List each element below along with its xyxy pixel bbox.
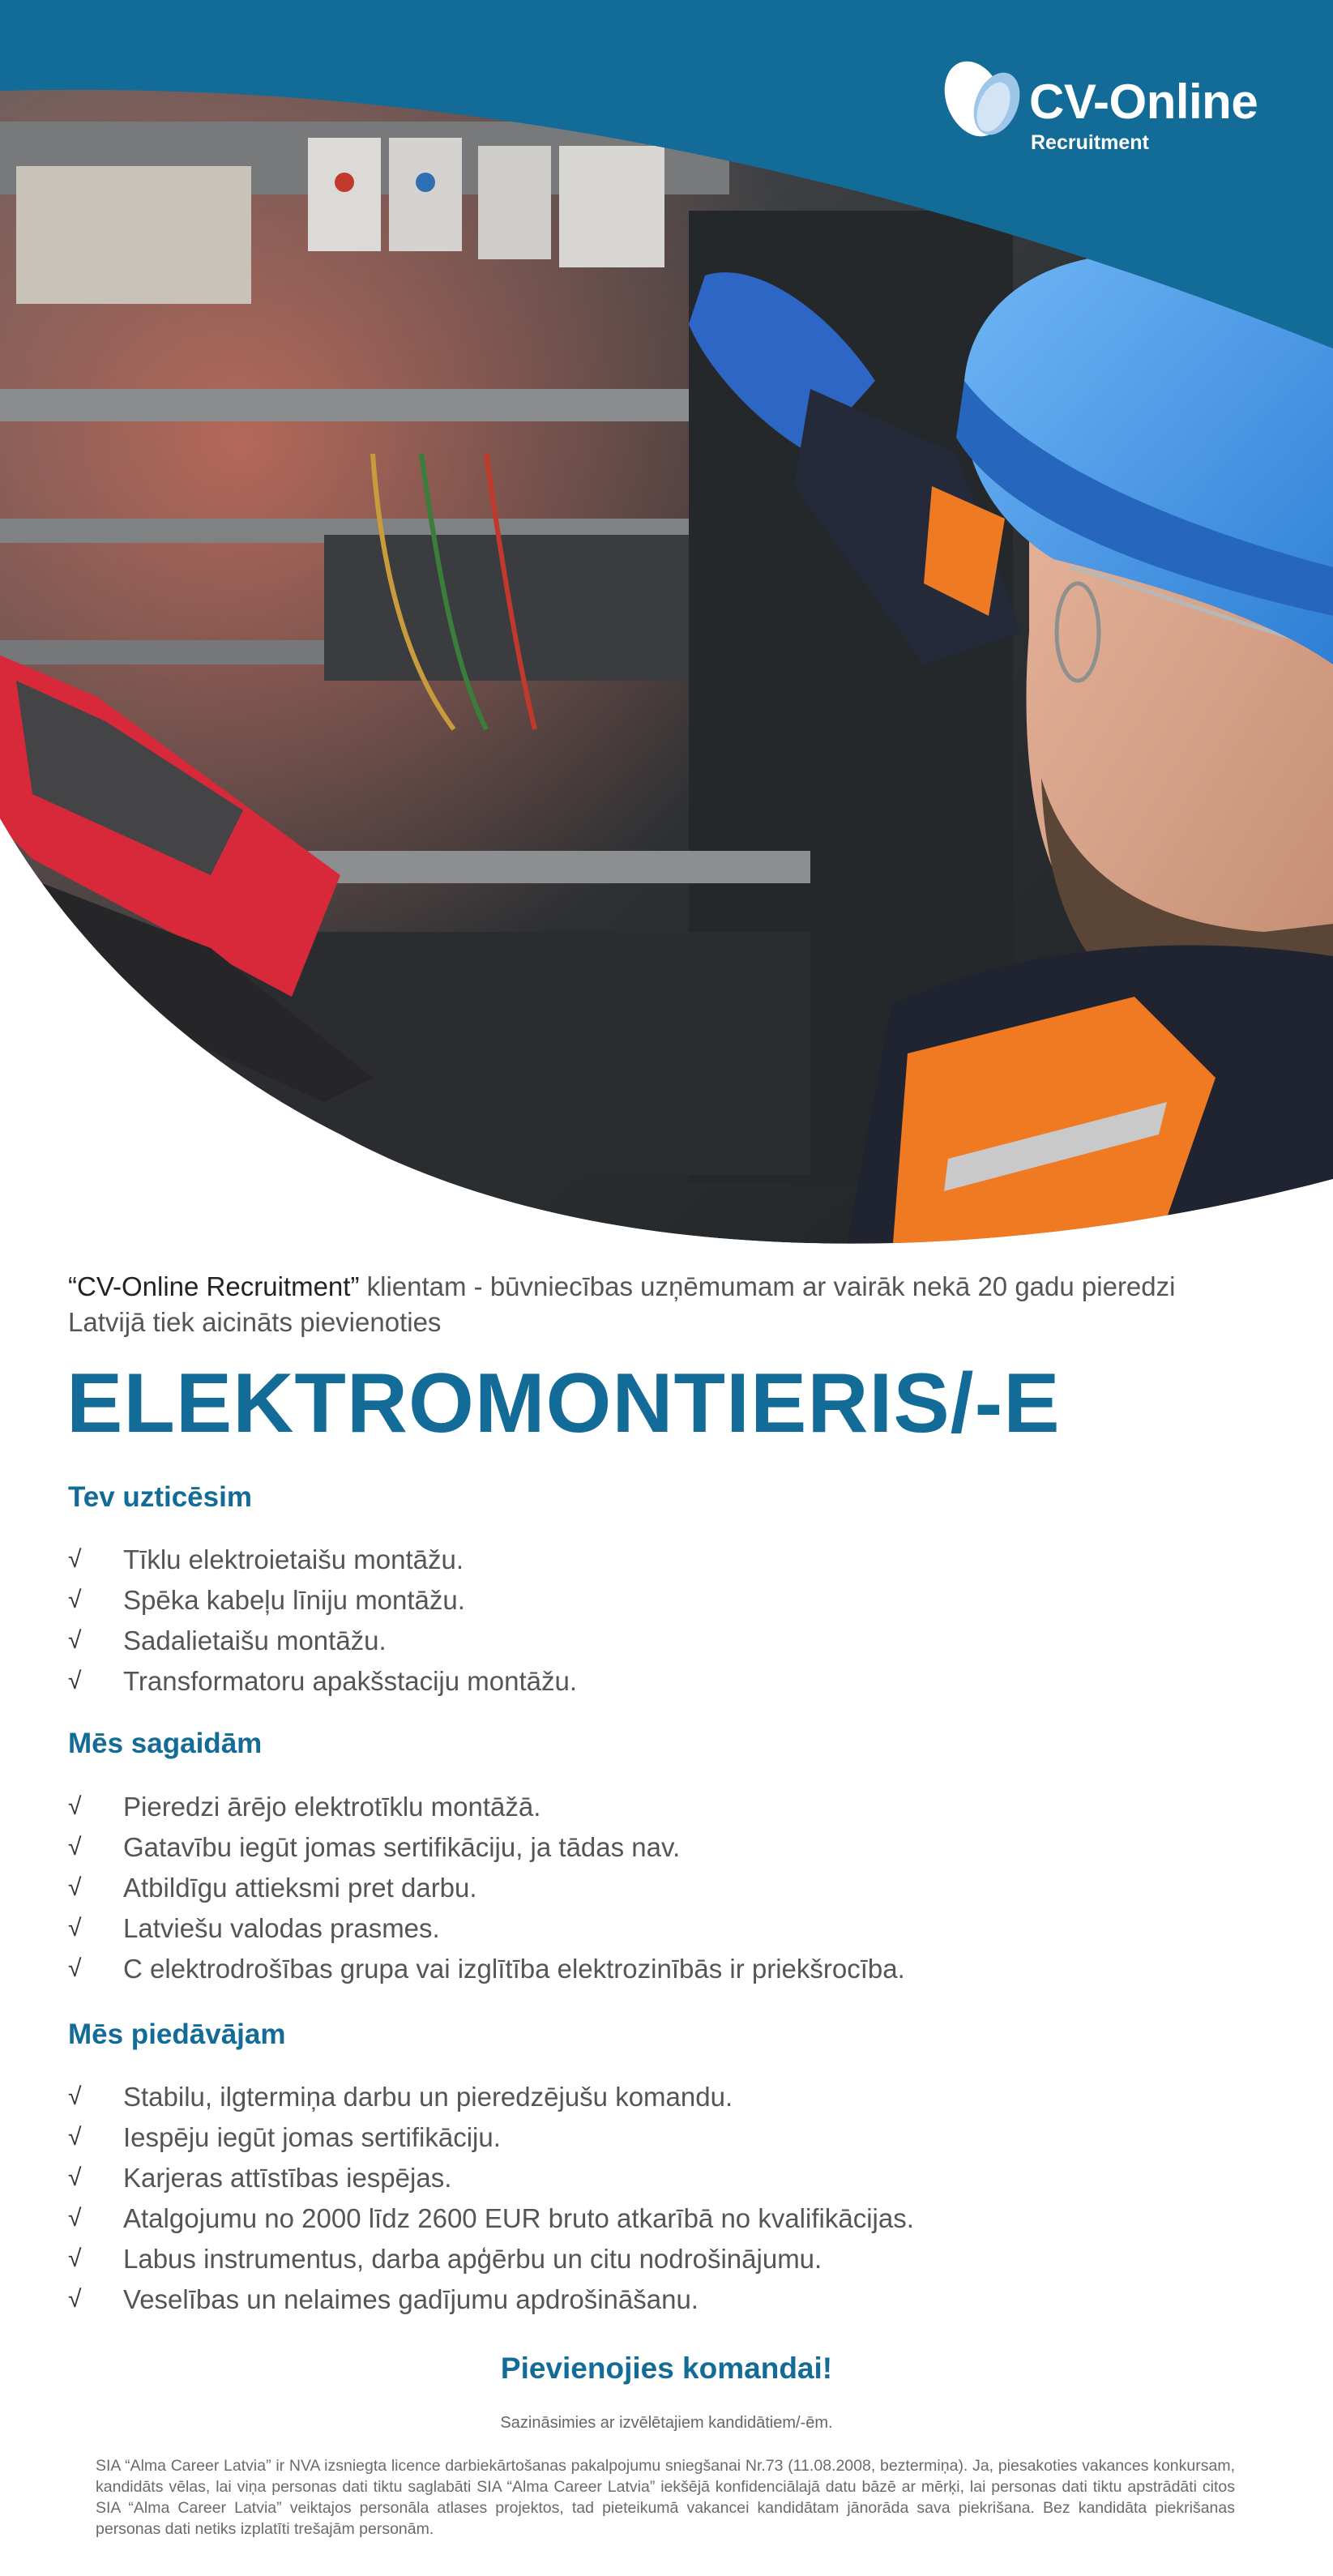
- check-icon: √: [68, 1627, 82, 1654]
- intro-text: [68, 1269, 1235, 1340]
- check-icon: √: [68, 1915, 82, 1942]
- list-item: √ Transformatoru apakšstaciju montāžu.: [68, 1661, 577, 1702]
- list-item: √ Iespēju iegūt jomas sertifikāciju.: [68, 2117, 914, 2158]
- list-item: √ Stabilu, ilgtermiņa darbu un pieredzējušu komandu.: [68, 2077, 914, 2117]
- contact-note: Sazināsimies ar izvēlētajiem kandidātiem/-ēm.: [500, 2414, 833, 2432]
- list-item: √ C elektrodrošības grupa vai izglītība elektrozinībās ir priekšrocība.: [68, 1949, 905, 1989]
- brand-subtitle: Recruitment: [1031, 131, 1149, 154]
- logo-mark: [942, 60, 1023, 141]
- check-icon: √: [68, 2245, 82, 2272]
- list-item: √ Gatavību iegūt jomas sertifikāciju, ja tādas nav.: [68, 1827, 905, 1868]
- hero-banner: [0, 0, 1333, 1264]
- check-icon: √: [68, 2205, 82, 2232]
- intro-company: “CV-Online Recruitment”: [68, 1271, 360, 1301]
- check-icon: √: [68, 2124, 82, 2151]
- list-item: √ Tīklu elektroietaišu montāžu.: [68, 1540, 577, 1580]
- responsibilities-list: [68, 1540, 577, 1702]
- check-icon: √: [68, 1834, 82, 1860]
- hero-photo: [0, 0, 1333, 1264]
- check-icon: √: [68, 1587, 82, 1613]
- check-icon: √: [68, 1874, 82, 1901]
- offer-list: [68, 2077, 914, 2320]
- list-item: √ Spēka kabeļu līniju montāžu.: [68, 1580, 577, 1621]
- brand-name: CV-Online: [1029, 75, 1258, 129]
- job-title: ELEKTROMONTIERIS/-E: [66, 1356, 1061, 1450]
- list-item: √ Latviešu valodas prasmes.: [68, 1908, 905, 1949]
- check-icon: √: [68, 1955, 82, 1982]
- check-icon: √: [68, 2286, 82, 2313]
- requirements-list: [68, 1787, 905, 1989]
- list-item: √ Karjeras attīstības iespējas.: [68, 2158, 914, 2198]
- list-item: √ Labus instrumentus, darba apģērbu un citu nodrošinājumu.: [68, 2239, 914, 2279]
- section-heading-offer: Mēs piedāvājam: [68, 2019, 286, 2050]
- list-item: √ Sadalietaišu montāžu.: [68, 1621, 577, 1661]
- brand-logo[interactable]: [942, 60, 1258, 153]
- cta-join-team[interactable]: Pievienojies komandai!: [500, 2352, 833, 2385]
- list-item: √ Atbildīgu attieksmi pret darbu.: [68, 1868, 905, 1908]
- list-item: √ Atalgojumu no 2000 līdz 2600 EUR bruto atkarībā no kvalifikācijas.: [68, 2198, 914, 2239]
- list-item: √ Veselības un nelaimes gadījumu apdrošināšanu.: [68, 2279, 914, 2320]
- intro-rest: klientam - būvniecības uzņēmumam ar vairāk nekā 20 gadu pieredzi Latvijā tiek aicināts pievienoties: [68, 1271, 1176, 1337]
- legal-disclaimer: SIA “Alma Career Latvia” ir NVA izsniegta licence darbiekārtošanas pakalpojumu sniegšanai Nr.73 (11.08.2008, beztermiņa). Ja, piesakoties vakances konkursam, kandidāts vēlas, lai viņa personas dati tiktu saglabāti SIA “Alma Career Latvia” iekšējā konfidenciālajā datu bāzē ar mērķi, lai personas dati tiktu apstrādāti citos SIA “Alma Career Latvia” veiktajos personāla atlases projektos, tad pieteikumā vakancei kandidātam jānorāda sava piekrišana. Bez kandidāta piekrišanas personas dati netiks izplatīti trešajām personām.: [96, 2457, 1235, 2538]
- list-item: √ Pieredzi ārējo elektrotīklu montāžā.: [68, 1787, 905, 1827]
- section-heading-responsibilities: Tev uzticēsim: [68, 1481, 252, 1513]
- check-icon: √: [68, 1546, 82, 1573]
- check-icon: √: [68, 1668, 82, 1694]
- check-icon: √: [68, 2164, 82, 2191]
- check-icon: √: [68, 1793, 82, 1820]
- check-icon: √: [68, 2083, 82, 2110]
- section-heading-requirements: Mēs sagaidām: [68, 1728, 263, 1759]
